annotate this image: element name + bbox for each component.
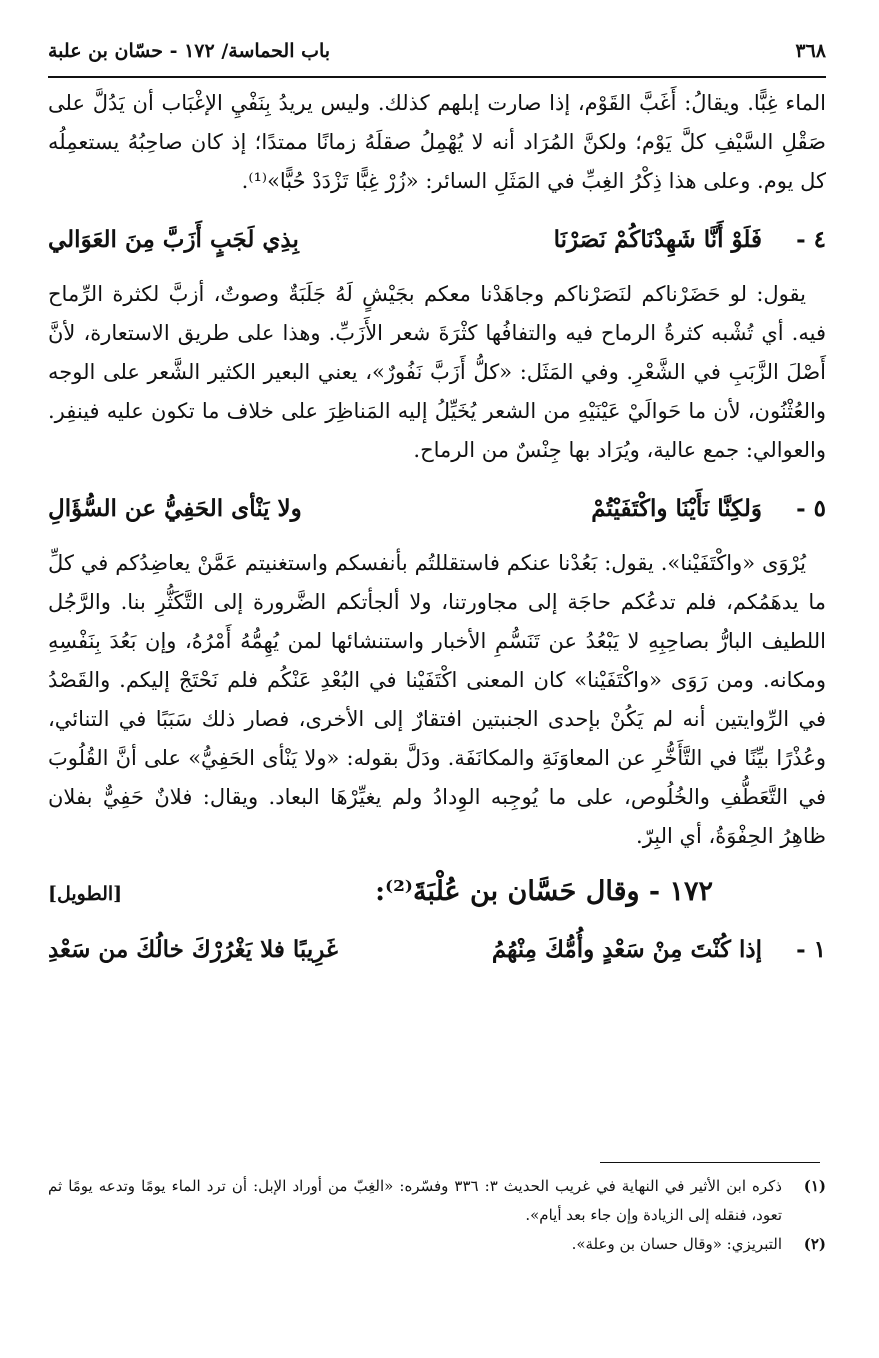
page-number: ٣٦٨ — [795, 40, 826, 62]
verse-second-hemistich: بِذِي لَجَبٍ أَزَبَّ مِنَ العَوَالي — [48, 226, 299, 253]
verse-first-hemistich: فَلَوْ أَنَّا شَهِدْنَاكُمْ نَصَرْنَا — [553, 226, 762, 253]
footnote-number: (١) — [803, 1177, 826, 1195]
footnotes — [48, 1172, 826, 1259]
verse-4 — [48, 219, 826, 261]
footnote — [48, 1230, 826, 1259]
verse-first-hemistich: وَلكِنَّا نَأَيْنَا واكْتَفَيْتُمْ — [591, 495, 762, 522]
verse-number: ٤ - — [796, 226, 826, 253]
commentary-paragraph: الماء غِبًّا. ويقالُ: أَغَبَّ القَوْم، إذا صارت إبلهم كذلك. وليس يريدُ بِنَفْيِ الإغْبَاب أن يَدُلَّ على صَقْلِ السَّيْفِ كلَّ يَوْم؛ ولكنَّ المُرَاد أنه لا يُهْمِلُ صقلَهُ زمانًا ممتدًا؛ إذ كان صاحِبُهُ يستعمِلُه كل يوم. وعلى هذا ذِكْرُ الغِبِّ في المَثَلِ السائر: «زُرْ غِبًّا تَزْدَدْ حُبًّا»⁽¹⁾. — [48, 91, 827, 193]
footnote-number: (٢) — [803, 1235, 826, 1253]
footnote — [48, 1172, 826, 1230]
footnote-separator — [600, 1162, 820, 1163]
running-title: باب الحماسة/ ١٧٢ - حسّان بن علبة — [48, 40, 331, 62]
verse-second-hemistich: غَرِيبًا فلا يَغْرُرْكَ خالُكَ من سَعْدِ — [47, 936, 338, 963]
poem-meter: [الطويل] — [48, 883, 123, 905]
verse-number: ١ - — [796, 936, 826, 963]
poem-heading — [48, 876, 826, 907]
verse-5 — [48, 488, 826, 530]
verse-number: ٥ - — [796, 495, 826, 522]
page-header — [48, 40, 826, 78]
verse-1 — [48, 929, 826, 971]
commentary-paragraph: يقول: لو حَضَرْناكم لنَصَرْناكم وجاهَدْنا معكم بجَيْشٍ لَهُ جَلَبَةٌ وصوتٌ، أزبَّ لكثرة الرِّماح فيه. أي تُشْبه كثرةُ الرماح فيه والتفافُها كثْرَةَ شعر الأَزَبِّ. وهذا على طريق الاستعارة، لأنَّ أَصْلَ الزَّبَبِ في الشَّعْرِ. وفي المَثَل: «كلُّ أَزَبَّ نَفُورٌ»، يعني البعير الكثير الشَّعر على الوجه والعُثْنُون، لأن ما حَوالَيْ عَيْنَيْهِ من الشعر يُخَيِّلُ إليه المَناظِرَ على خلاف ما تكون عليه فينفِر. والعوالي: جمع عالية، ويُرَاد بها جِنْسٌ من الرماح. — [48, 282, 826, 462]
footnote-text: التبريزي: «وقال حسان بن وعلة». — [571, 1235, 782, 1253]
commentary-paragraph: يُرْوَى «واكْتَفَيْنا». يقول: بَعُدْنا عنكم فاستقللتُم بأنفسكم واستغنيتم عَمَّنْ يعاضِدُكم في كلِّ ما يدهَمُكم، فلم تدعُكم حاجَة إلى مجاورتنا، ولا ألجأتكم الضَّرورة إلى التَّكَثُّرِ بنا. والرَّجُل اللطيف البارُّ بصاحِبِهِ لا يَبْعُدُ عن تَنَسُّمِ الأخبار واستنشائها لمن يُهِمُّهُ أَمْرُهُ، وإن بَعُدَ بِنَفْسِهِ ومكانه. ومن رَوَى «واكْتَفَيْنا» كان المعنى اكْتَفَيْنا في البُعْدِ عَنْكُم فلم نَحْتَجْ إليكم. والقَصْدُ في الرِّوايتين أنه لم يَكُنْ بإحدى الجنبتين افتقارٌ إلى الأخرى، فصار ذلك سَبَبًا في التنائي، وعُذْرًا بيِّنًا في التَّأَخُّرِ عن المعاوَنَةِ والمكانَفَة. ودَلَّ بقوله: «ولا يَنْأى الحَفِيُّ» على أنَّ القُلُوبَ في التَّعَطُّفِ والخُلُوص، على ما يُوجِبه الوِدادُ ولم يغيِّرْهَا البعاد. ويقال: فلانٌ حَفِيٌّ بفلان ظاهِرُ الحِفْوَةُ، أي البِرّ. — [48, 551, 826, 848]
footnote-text: ذكره ابن الأثير في النهاية في غريب الحديث ٣: ٣٣٦ وفسّره: «الغِبّ من أوراد الإبل: أن ترد الماء يومًا وتدعه يومًا ثم تعود، فنقله إلى الزيادة وإن جاء بعد أيام». — [48, 1177, 782, 1224]
poem-title: ١٧٢ - وقال حَسَّان بن عُلْبَةَ⁽²⁾: — [375, 876, 714, 907]
verse-second-hemistich: ولا يَنْأى الحَفِيُّ عن السُّؤَالِ — [47, 495, 302, 522]
verse-first-hemistich: إذا كُنْتَ مِنْ سَعْدٍ وأُمُّكَ مِنْهُمُ — [491, 936, 762, 963]
book-page — [48, 40, 826, 985]
